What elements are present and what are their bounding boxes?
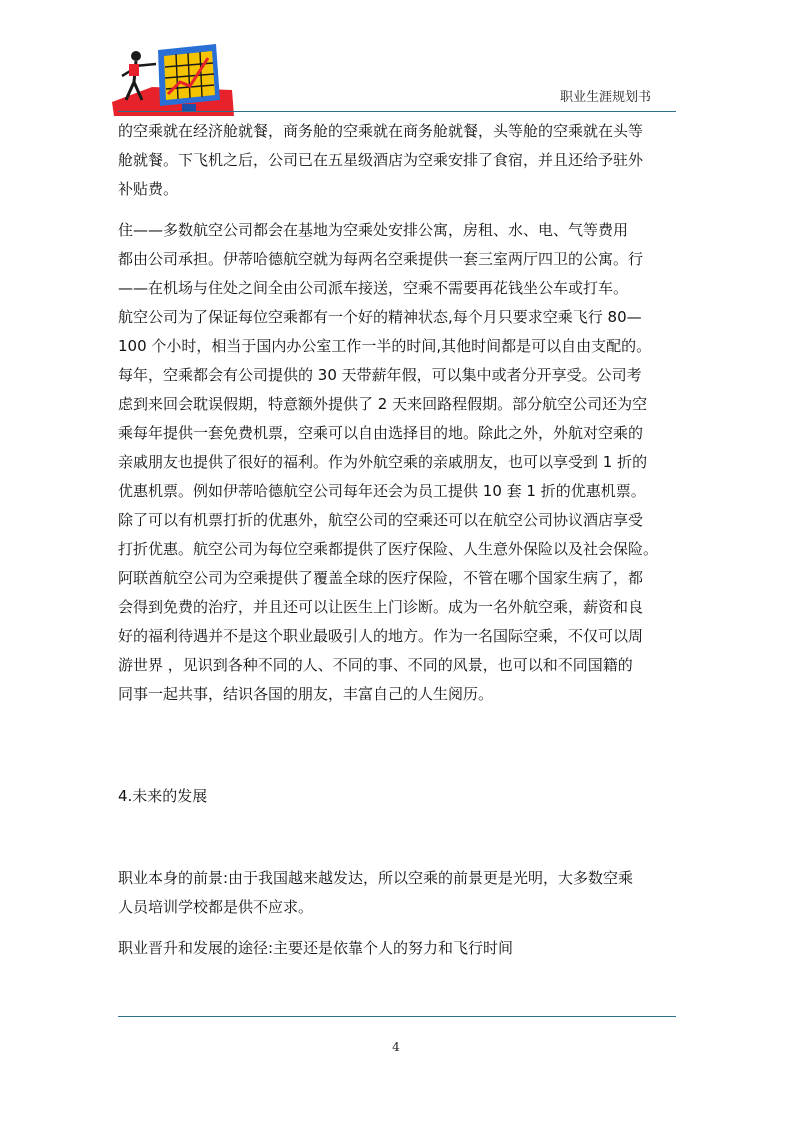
text-line: 打折优惠。航空公司为每位空乘都提供了医疗保险、人生意外保险以及社会保险。: [118, 540, 659, 558]
text-line: 会得到免费的治疗，并且还可以让医生上门诊断。成为一名外航空乘，薪资和良: [118, 598, 644, 616]
text-line: 除了可以有机票打折的优惠外，航空公司的空乘还可以在航空公司协议酒店享受: [118, 511, 644, 529]
paragraph-benefits: [118, 216, 678, 709]
section-heading: 4.未来的发展: [118, 787, 208, 805]
text-line: 虑到来回会耽误假期，特意额外提供了 2 天来回路程假期。部分航空公司还为空: [118, 395, 648, 413]
text-line: 都由公司承担。伊蒂哈德航空就为每两名空乘提供一套三室两厅四卫的公寓。行: [118, 250, 644, 268]
text-line: 每年，空乘都会有公司提供的 30 天带薪年假，可以集中或者分开享受。公司考: [118, 366, 642, 384]
text-line: 阿联酋航空公司为空乘提供了覆盖全球的医疗保险，不管在哪个国家生病了，都: [118, 569, 644, 587]
text-line: 人员培训学校都是供不应求。: [118, 898, 314, 916]
text-line: 游世界 ，见识到各种不同的人、不同的事、不同的风景，也可以和不同国籍的: [118, 656, 633, 674]
header-divider: [118, 111, 676, 112]
text-line: 补贴费。: [118, 180, 179, 198]
chart-presentation-icon: [112, 42, 237, 116]
text-line: 亲戚朋友也提供了很好的福利。作为外航空乘的亲戚朋友，也可以享受到 1 折的: [118, 453, 648, 471]
text-line: 乘每年提供一套免费机票，空乘可以自由选择目的地。除此之外，外航对空乘的: [118, 424, 644, 442]
text-line: 航空公司为了保证每位空乘都有一个好的精神状态,每个月只要求空乘飞行 80—: [118, 308, 642, 326]
header-title: 职业生涯规划书: [560, 90, 652, 105]
paragraph-dining: [118, 117, 678, 204]
text-line: 100 个小时，相当于国内办公室工作一半的时间,其他时间都是可以自由支配的。: [118, 337, 652, 355]
text-line: 职业本身的前景:由于我国越来越发达，所以空乘的前景更是光明，大多数空乘: [118, 869, 634, 887]
text-line: ——在机场与住处之间全由公司派车接送，空乘不需要再花钱坐公车或打车。: [118, 279, 629, 297]
paragraph-prospects: [118, 864, 678, 922]
page-number: 4: [392, 1040, 400, 1054]
text-line: 好的福利待遇并不是这个职业最吸引人的地方。作为一名国际空乘，不仅可以周: [118, 627, 644, 645]
text-line: 住——多数航空公司都会在基地为空乘处安排公寓，房租、水、电、气等费用: [118, 221, 629, 239]
text-line: 的空乘就在经济舱就餐，商务舱的空乘就在商务舱就餐，头等舱的空乘就在头等: [118, 122, 644, 140]
text-line: 职业晋升和发展的途径:主要还是依靠个人的努力和飞行时间: [118, 939, 514, 957]
footer-divider: [118, 1016, 676, 1017]
paragraph-promotion: [118, 934, 678, 963]
text-line: 优惠机票。例如伊蒂哈德航空公司每年还会为员工提供 10 套 1 折的优惠机票。: [118, 482, 646, 500]
text-line: 同事一起共事，结识各国的朋友，丰富自己的人生阅历。: [118, 685, 494, 703]
header-logo: [112, 42, 237, 116]
text-line: 舱就餐。下飞机之后，公司已在五星级酒店为空乘安排了食宿，并且还给予驻外: [118, 151, 644, 169]
